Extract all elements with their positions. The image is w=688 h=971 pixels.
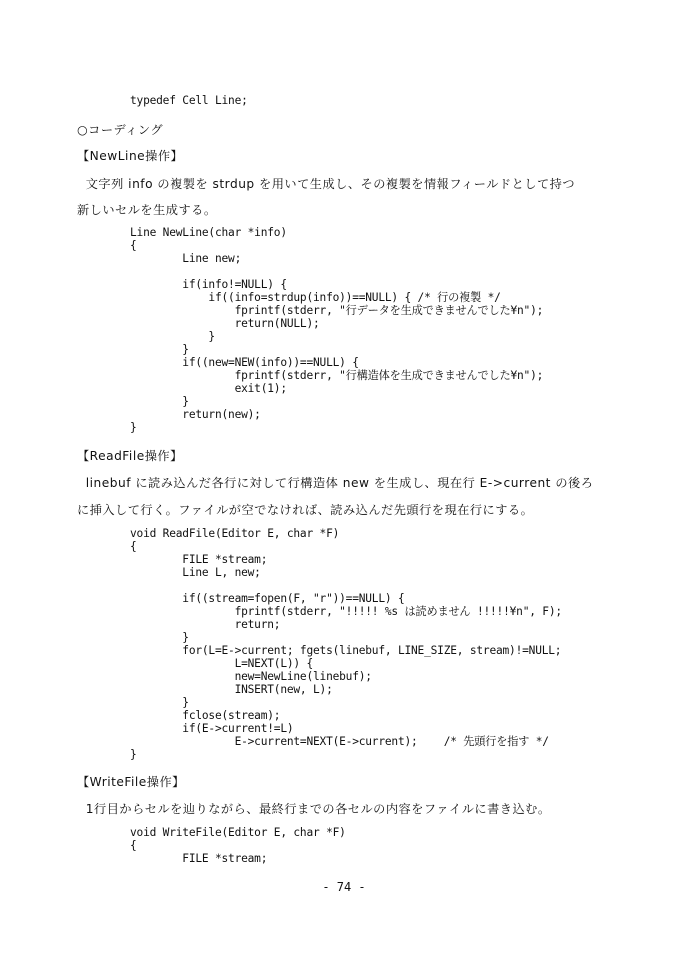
- code-line: new=NewLine(linebuf);: [130, 670, 372, 683]
- code-line: exit(1);: [130, 382, 287, 395]
- readfile-description-line1: linebuf に読み込んだ各行に対して行構造体 new を生成し、現在行 E->current の後ろ: [77, 476, 594, 490]
- code-line: Line NewLine(char *info): [130, 226, 287, 239]
- readfile-heading: 【ReadFile操作】: [77, 449, 183, 463]
- newline-description-line1: 文字列 info の複製を strdup を用いて生成し、その複製を情報フィールドとして持つ: [77, 177, 576, 191]
- code-line: if((new=NEW(info))==NULL) {: [130, 356, 359, 369]
- newline-heading: 【NewLine操作】: [77, 149, 184, 163]
- code-line: if((stream=fopen(F, "r"))==NULL) {: [130, 592, 405, 605]
- code-line: fprintf(stderr, "行データを生成できませんでした¥n");: [130, 304, 544, 317]
- code-line: {: [130, 839, 137, 852]
- code-line: fprintf(stderr, "!!!!! %s は読めません !!!!!¥n", F);: [130, 605, 562, 618]
- code-line: {: [130, 239, 137, 252]
- code-line: }: [130, 631, 189, 644]
- code-line: fprintf(stderr, "行構造体を生成できませんでした¥n");: [130, 369, 544, 382]
- code-line: void ReadFile(Editor E, char *F): [130, 527, 340, 540]
- page-number: - 74 -: [322, 880, 366, 894]
- code-line: return(NULL);: [130, 317, 320, 330]
- code-line: E->current=NEXT(E->current); /* 先頭行を指す */: [130, 735, 549, 748]
- code-line: }: [130, 330, 215, 343]
- code-line: INSERT(new, L);: [130, 683, 333, 696]
- code-line: Line L, new;: [130, 566, 261, 579]
- code-line: return(new);: [130, 408, 261, 421]
- writefile-description-line1: 1行目からセルを辿りながら、最終行までの各セルの内容をファイルに書き込む。: [77, 802, 551, 816]
- code-line: FILE *stream;: [130, 852, 268, 865]
- code-line: }: [130, 748, 137, 761]
- code-line: }: [130, 696, 189, 709]
- code-line: }: [130, 421, 137, 434]
- readfile-description-line2: に挿入して行く。ファイルが空でなければ、読み込んだ先頭行を現在行にする。: [77, 503, 534, 517]
- code-line: for(L=E->current; fgets(linebuf, LINE_SIZE, stream)!=NULL;: [130, 644, 562, 657]
- code-line: fclose(stream);: [130, 709, 281, 722]
- code-line: {: [130, 540, 137, 553]
- code-line: return;: [130, 618, 281, 631]
- code-line: FILE *stream;: [130, 553, 268, 566]
- coding-heading: ○コーディング: [77, 123, 164, 137]
- code-line: if(info!=NULL) {: [130, 278, 287, 291]
- newline-description-line2: 新しいセルを生成する。: [77, 203, 217, 217]
- writefile-heading: 【WriteFile操作】: [77, 775, 185, 789]
- code-line: L=NEXT(L)) {: [130, 657, 313, 670]
- typedef-line: typedef Cell Line;: [130, 94, 248, 107]
- code-line: if(E->current!=L): [130, 722, 294, 735]
- code-line: void WriteFile(Editor E, char *F): [130, 826, 346, 839]
- code-line: }: [130, 395, 189, 408]
- code-line: }: [130, 343, 189, 356]
- code-line: if((info=strdup(info))==NULL) { /* 行の複製 */: [130, 291, 501, 304]
- code-line: Line new;: [130, 252, 242, 265]
